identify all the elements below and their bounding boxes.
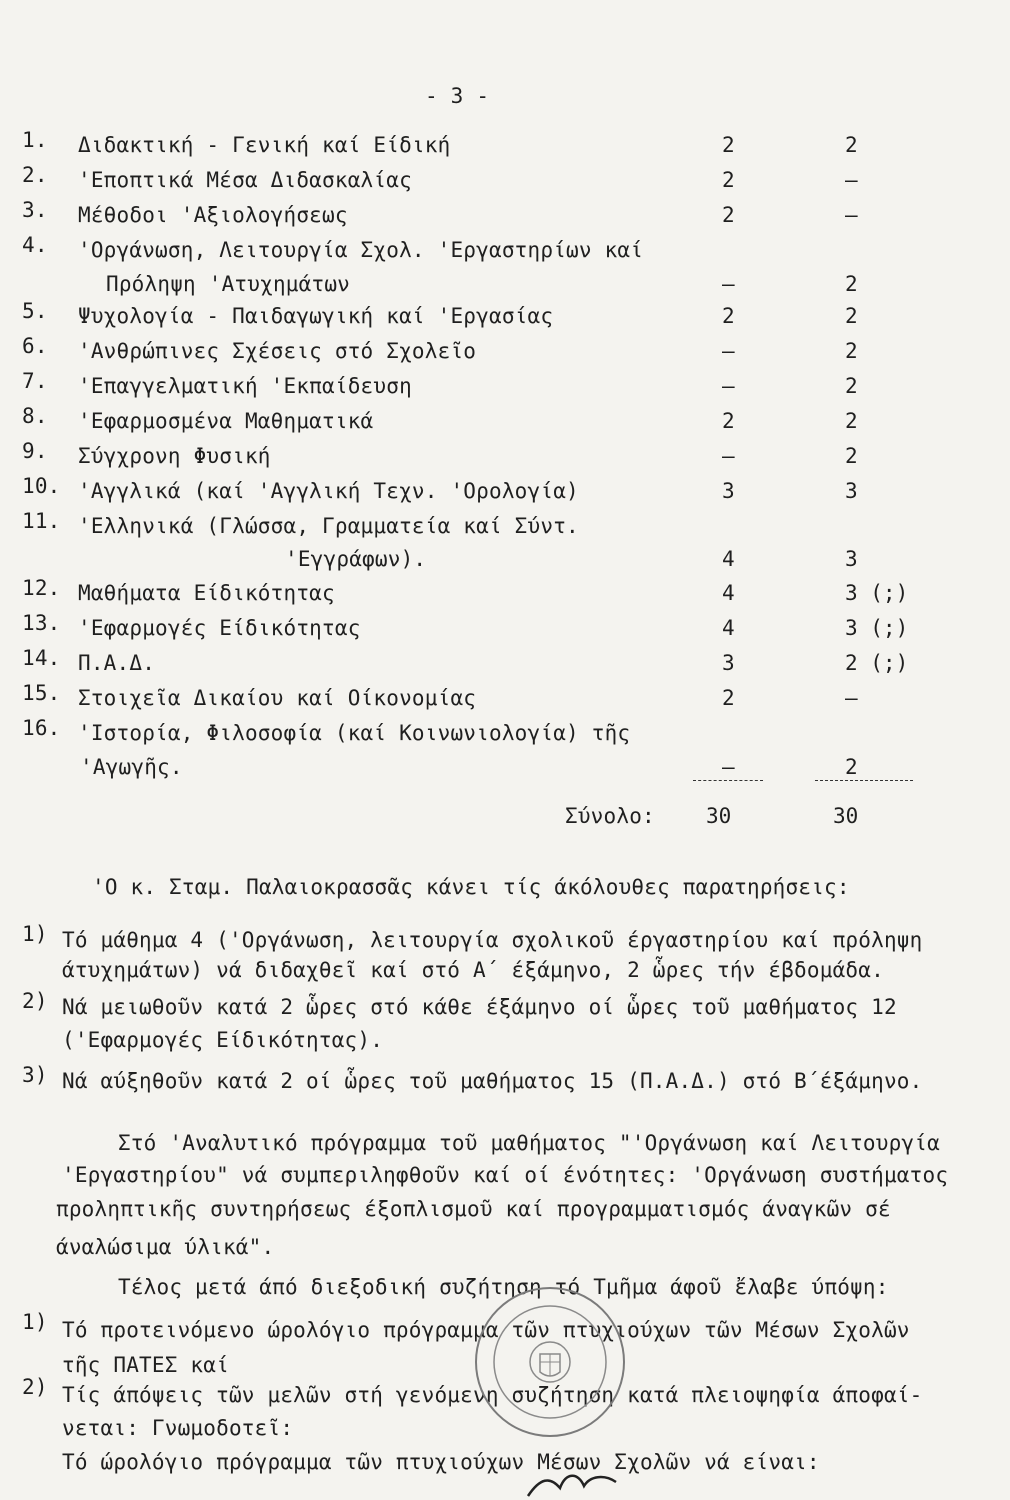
total-rule-a [693,780,763,781]
row-number: 12. [22,576,61,600]
row-hours-a: 2 [722,203,735,227]
point-line: νεται: Γνωμοδοτεῖ: [62,1416,294,1440]
row-number: 3. [22,198,48,222]
remark-line: Τό μάθημα 4 ('Οργάνωση, λειτουργία σχολικοῦ έργαστηρίου καί πρόληψη [62,928,923,952]
row-label: Μέθοδοι 'Αξιολογήσεως [78,203,348,227]
row-hours-b: 3 (;) [845,616,909,640]
remark-number: 3) [22,1063,48,1087]
row-label: 'Εφαρμοσμένα Μαθηματικά [78,409,374,433]
row-number: 4. [22,233,48,257]
row-hours-a: 2 [722,168,735,192]
row-number: 15. [22,681,61,705]
row-hours-b: 2 [845,409,858,433]
row-hours-a: 3 [722,479,735,503]
row-hours-a: – [722,755,735,779]
row-number: 9. [22,439,48,463]
row-number: 5. [22,299,48,323]
row-number: 2. [22,163,48,187]
row-hours-b: 2 [845,272,858,296]
paragraph-line: άναλώσιμα ύλικά". [56,1235,275,1259]
row-label-cont: 'Αγωγῆς. [80,755,183,779]
row-label: Ψυχολογία - Παιδαγωγική καί 'Εργασίας [78,304,554,328]
point-line: Τό προτεινόμενο ώρολόγιο πρόγραμμα τῶν πτυχιούχων τῶν Μέσων Σχολῶν [62,1318,910,1342]
row-number: 1. [22,128,48,152]
paragraph-line: 'Εργαστηρίου" νά συμπεριληφθοῦν καί οί ένότητες: 'Οργάνωση συστήματος [62,1163,949,1187]
remark-line: ('Εφαρμογές Είδικότητας). [62,1028,384,1052]
point-number: 2) [22,1375,48,1399]
row-hours-a: 2 [722,409,735,433]
remark-line: Νά μειωθοῦν κατά 2 ὧρες στό κάθε έξάμηνο οί ὧρες τοῦ μαθήματος 12 [62,995,897,1019]
row-label: 'Ανθρώπινες Σχέσεις στό Σχολεῖο [78,339,477,363]
row-hours-b: 2 [845,133,858,157]
row-hours-b: – [845,686,858,710]
row-label: Διδακτική - Γενική καί Είδική [78,133,451,157]
row-number: 13. [22,611,61,635]
row-label-cont: 'Εγγράφων). [285,547,427,571]
handwritten-signature [520,1468,630,1500]
row-label: Στοιχεῖα Δικαίου καί Οίκονομίας [78,686,477,710]
row-label: 'Ιστορία, Φιλοσοφία (καί Κοινωνιολογία) τῆς [78,721,631,745]
row-label: 'Αγγλικά (καί 'Αγγλική Τεχν. 'Ορολογία) [78,479,579,503]
point-line: τῆς ΠΑΤΕΣ καί [62,1353,229,1377]
row-hours-b: 3 (;) [845,581,909,605]
row-hours-b: 3 [845,547,858,571]
closing-line: Τό ώρολόγιο πρόγραμμα τῶν πτυχιούχων Μέσων Σχολῶν νά είναι: [62,1450,820,1474]
row-hours-a: – [722,374,735,398]
paragraph-line: προληπτικῆς συντηρήσεως έξοπλισμοῦ καί προγραμματισμός άναγκῶν σέ [56,1197,891,1221]
remark-number: 1) [22,922,48,946]
row-hours-a: 2 [722,133,735,157]
row-hours-a: – [722,272,735,296]
point-line: Τίς άπόψεις τῶν μελῶν στή γενόμενη συζήτηση κατά πλειοψηφία άποφαί- [62,1383,923,1407]
row-hours-a: 3 [722,651,735,675]
row-number: 7. [22,369,48,393]
point-number: 1) [22,1310,48,1334]
row-hours-a: 4 [722,581,735,605]
row-number: 6. [22,334,48,358]
row-number: 10. [22,474,61,498]
paragraph-remarks-intro: 'Ο κ. Σταμ. Παλαιοκρασσᾶς κάνει τίς άκόλουθες παρατηρήσεις: [92,875,850,899]
row-hours-b: 2 [845,374,858,398]
row-hours-b: 2 [845,755,858,779]
paragraph-decision-intro: Τέλος μετά άπό διεξοδική συζήτηση τό Τμῆμα άφοῦ ἔλαβε ύπόψη: [118,1275,889,1299]
remark-number: 2) [22,989,48,1013]
row-hours-b: 2 [845,339,858,363]
row-label: 'Επαγγελματική 'Εκπαίδευση [78,374,412,398]
row-hours-a: 4 [722,616,735,640]
row-number: 14. [22,646,61,670]
remark-line: Νά αύξηθοῦν κατά 2 οί ὧρες τοῦ μαθήματος 15 (Π.Α.Δ.) στό Β΄έξάμηνο. [62,1069,923,1093]
row-label: 'Οργάνωση, Λειτουργία Σχολ. 'Εργαστηρίων καί [78,238,644,262]
row-label: 'Εποπτικά Μέσα Διδασκαλίας [78,168,412,192]
total-b: 30 [833,804,859,828]
page-number: - 3 - [425,84,490,108]
row-label: Π.Α.Δ. [78,651,156,675]
row-hours-a: 2 [722,686,735,710]
row-hours-a: 4 [722,547,735,571]
row-number: 16. [22,716,61,740]
row-hours-b: 3 [845,479,858,503]
row-label: Σύγχρονη Φυσική [78,444,271,468]
row-hours-b: – [845,168,858,192]
row-hours-a: – [722,339,735,363]
row-number: 8. [22,404,48,428]
official-seal-stamp [470,1282,630,1442]
row-label: 'Ελληνικά (Γλώσσα, Γραμματεία καί Σύντ. [78,514,579,538]
row-label: Μαθήματα Είδικότητας [78,581,335,605]
row-hours-a: – [722,444,735,468]
row-hours-b: 2 [845,304,858,328]
row-hours-b: 2 [845,444,858,468]
total-rule-b [815,780,913,781]
row-hours-a: 2 [722,304,735,328]
total-label: Σύνολο: [565,804,655,828]
total-a: 30 [706,804,732,828]
remark-line: άτυχημάτων) νά διδαχθεῖ καί στό Α΄ έξάμηνο, 2 ὧρες τήν έβδομάδα. [62,958,884,982]
row-hours-b: – [845,203,858,227]
row-label: 'Εφαρμογές Είδικότητας [78,616,361,640]
row-number: 11. [22,509,61,533]
row-label-cont: Πρόληψη 'Ατυχημάτων [106,272,351,296]
row-hours-b: 2 (;) [845,651,909,675]
paragraph-line: Στό 'Αναλυτικό πρόγραμμα τοῦ μαθήματος "'Οργάνωση καί Λειτουργία [118,1131,940,1155]
